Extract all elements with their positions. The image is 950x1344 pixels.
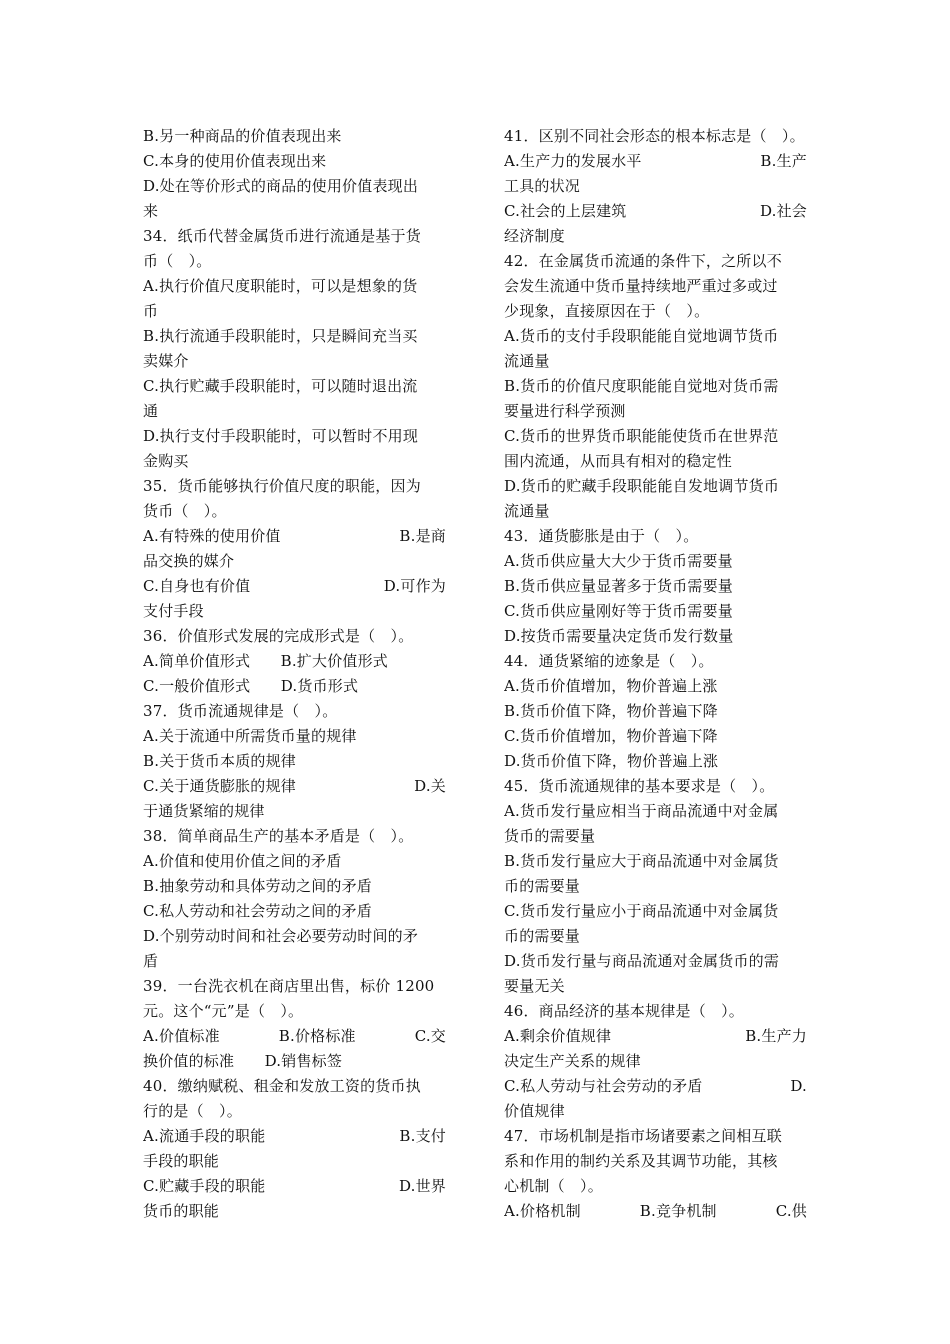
text-line: 围内流通，从而具有相对的稳定性 — [504, 452, 733, 470]
text-line — [143, 774, 446, 799]
text-line — [143, 1174, 446, 1199]
text-line — [143, 1124, 446, 1149]
text-line: A.货币发行量应相当于商品流通中对金属 — [504, 802, 779, 820]
text-line: B.另一种商品的价值表现出来 — [143, 127, 342, 145]
text-line: 币的需要量 — [504, 877, 581, 895]
text-line — [504, 1199, 807, 1224]
text-line: A.执行价值尺度职能时，可以是想象的货 — [143, 277, 418, 295]
option-text: C.供 — [775, 1202, 807, 1220]
text-line: A.价值和使用价值之间的矛盾 — [143, 852, 342, 870]
text-line: 35．货币能够执行价值尺度的职能，因为 — [143, 477, 421, 495]
text-line: D.货币价值下降，物价普遍上涨 — [504, 752, 719, 770]
text-line: 37．货币流通规律是（ ）。 — [143, 702, 338, 720]
text-line: A.简单价值形式 B.扩大价值形式 — [143, 652, 388, 670]
text-line: C.本身的使用价值表现出来 — [143, 152, 327, 170]
text-line: B.货币发行量应大于商品流通中对金属货 — [504, 852, 779, 870]
text-line: 币的需要量 — [504, 927, 581, 945]
option-text: A.有特殊的使用价值 — [143, 527, 281, 545]
text-line: 系和作用的制约关系及其调节功能，其核 — [504, 1152, 778, 1170]
option-text: C.交 — [414, 1027, 446, 1045]
text-line: D.执行支付手段职能时，可以暂时不用现 — [143, 427, 419, 445]
text-line: C.货币供应量刚好等于货币需要量 — [504, 602, 733, 620]
text-line: 流通量 — [504, 502, 550, 520]
text-line: 36．价值形式发展的完成形式是（ ）。 — [143, 627, 414, 645]
text-line: 换价值的标准 D.销售标签 — [143, 1052, 343, 1070]
text-line: A.货币的支付手段职能能自觉地调节货币 — [504, 327, 779, 345]
text-line: 决定生产关系的规律 — [504, 1052, 641, 1070]
option-text: B.竞争机制 — [639, 1202, 717, 1220]
text-line: 品交换的媒介 — [143, 552, 235, 570]
text-line: B.关于货币本质的规律 — [143, 752, 296, 770]
option-text: D.可作为 — [383, 577, 446, 595]
option-text: B.价格标准 — [278, 1027, 356, 1045]
text-line — [143, 1024, 446, 1049]
text-line: C.货币价值增加，物价普遍下降 — [504, 727, 718, 745]
option-text: A.价格机制 — [504, 1202, 581, 1220]
option-text: B.是商 — [399, 527, 446, 545]
text-line: 44．通货紧缩的迹象是（ ）。 — [504, 652, 714, 670]
text-line: 货币的职能 — [143, 1202, 220, 1220]
option-text: B.生产 — [760, 152, 807, 170]
left-text-column — [143, 124, 446, 1224]
text-line: D.货币发行量与商品流通对金属货币的需 — [504, 952, 780, 970]
text-line: 币（ ）。 — [143, 252, 212, 270]
text-line: A.关于流通中所需货币量的规律 — [143, 727, 357, 745]
text-line: 会发生流通中货币量持续地严重过多或过 — [504, 277, 778, 295]
text-line: D.处在等价形式的商品的使用价值表现出 — [143, 177, 419, 195]
right-text-column — [504, 124, 807, 1224]
text-line: 41．区别不同社会形态的根本标志是（ ）。 — [504, 127, 805, 145]
text-line: C.一般价值形式 D.货币形式 — [143, 677, 359, 695]
text-line: 要量无关 — [504, 977, 565, 995]
option-text: D. — [790, 1077, 807, 1095]
option-text: A.价值标准 — [143, 1027, 220, 1045]
text-line: 通 — [143, 402, 159, 420]
text-line: 于通货紧缩的规律 — [143, 802, 265, 820]
text-line: C.货币发行量应小于商品流通中对金属货 — [504, 902, 779, 920]
text-line: 42．在金属货币流通的条件下，之所以不 — [504, 252, 782, 270]
text-line: 38．简单商品生产的基本矛盾是（ ）。 — [143, 827, 414, 845]
text-line: 45．货币流通规律的基本要求是（ ）。 — [504, 777, 775, 795]
option-text: A.流通手段的职能 — [143, 1127, 266, 1145]
text-line: B.货币供应量显著多于货币需要量 — [504, 577, 733, 595]
option-text: B.生产力 — [745, 1027, 807, 1045]
text-line: 盾 — [143, 952, 159, 970]
text-line: 流通量 — [504, 352, 550, 370]
text-line: B.抽象劳动和具体劳动之间的矛盾 — [143, 877, 372, 895]
text-line: B.执行流通手段职能时，只是瞬间充当买 — [143, 327, 418, 345]
text-line — [143, 524, 446, 549]
option-text: D.世界 — [398, 1177, 446, 1195]
option-text: D.社会 — [759, 202, 807, 220]
option-text: A.剩余价值规律 — [504, 1027, 612, 1045]
text-line: 币 — [143, 302, 159, 320]
option-text: C.自身也有价值 — [143, 577, 251, 595]
text-line: C.货币的世界货币职能能使货币在世界范 — [504, 427, 779, 445]
text-line: 价值规律 — [504, 1102, 565, 1120]
text-line: D.按货币需要量决定货币发行数量 — [504, 627, 734, 645]
option-text: C.私人劳动与社会劳动的矛盾 — [504, 1077, 703, 1095]
text-line: 支付手段 — [143, 602, 204, 620]
text-line: 行的是（ ）。 — [143, 1102, 242, 1120]
text-line: D.个别劳动时间和社会必要劳动时间的矛 — [143, 927, 419, 945]
text-line: 来 — [143, 202, 159, 220]
text-line — [504, 1074, 807, 1099]
text-line: 少现象，直接原因在于（ ）。 — [504, 302, 710, 320]
text-line: 货币（ ）。 — [143, 502, 227, 520]
text-line: 40．缴纳赋税、租金和发放工资的货币执 — [143, 1077, 421, 1095]
text-line: B.货币价值下降，物价普遍下降 — [504, 702, 718, 720]
text-line: 心机制（ ）。 — [504, 1177, 603, 1195]
text-line — [504, 199, 807, 224]
text-line — [504, 1024, 807, 1049]
text-line: 39．一台洗衣机在商店里出售，标价 1200 — [143, 977, 435, 995]
text-line: C.私人劳动和社会劳动之间的矛盾 — [143, 902, 372, 920]
option-text: A.生产力的发展水平 — [504, 152, 642, 170]
text-line: 经济制度 — [504, 227, 565, 245]
text-line: D.货币的贮藏手段职能能自发地调节货币 — [504, 477, 780, 495]
text-line: 43．通货膨胀是由于（ ）。 — [504, 527, 699, 545]
text-line: C.执行贮藏手段职能时，可以随时退出流 — [143, 377, 418, 395]
option-text: B.支付 — [399, 1127, 446, 1145]
text-line — [504, 149, 807, 174]
text-line — [143, 574, 446, 599]
text-line: 要量进行科学预测 — [504, 402, 626, 420]
option-text: C.社会的上层建筑 — [504, 202, 627, 220]
text-line: 34．纸币代替金属货币进行流通是基于货 — [143, 227, 421, 245]
text-line: B.货币的价值尺度职能能自觉地对货币需 — [504, 377, 779, 395]
text-line: 46．商品经济的基本规律是（ ）。 — [504, 1002, 744, 1020]
text-line: 47．市场机制是指市场诸要素之间相互联 — [504, 1127, 782, 1145]
option-text: D.关 — [414, 777, 446, 795]
text-line: 金购买 — [143, 452, 189, 470]
text-line: 手段的职能 — [143, 1152, 220, 1170]
text-line: A.货币供应量大大少于货币需要量 — [504, 552, 733, 570]
text-line: A.货币价值增加，物价普遍上涨 — [504, 677, 718, 695]
option-text: C.贮藏手段的职能 — [143, 1177, 266, 1195]
text-line: 卖媒介 — [143, 352, 189, 370]
text-line: 工具的状况 — [504, 177, 581, 195]
text-line: 货币的需要量 — [504, 827, 596, 845]
text-line: 元。这个“元”是（ ）。 — [143, 1002, 304, 1020]
option-text: C.关于通货膨胀的规律 — [143, 777, 296, 795]
